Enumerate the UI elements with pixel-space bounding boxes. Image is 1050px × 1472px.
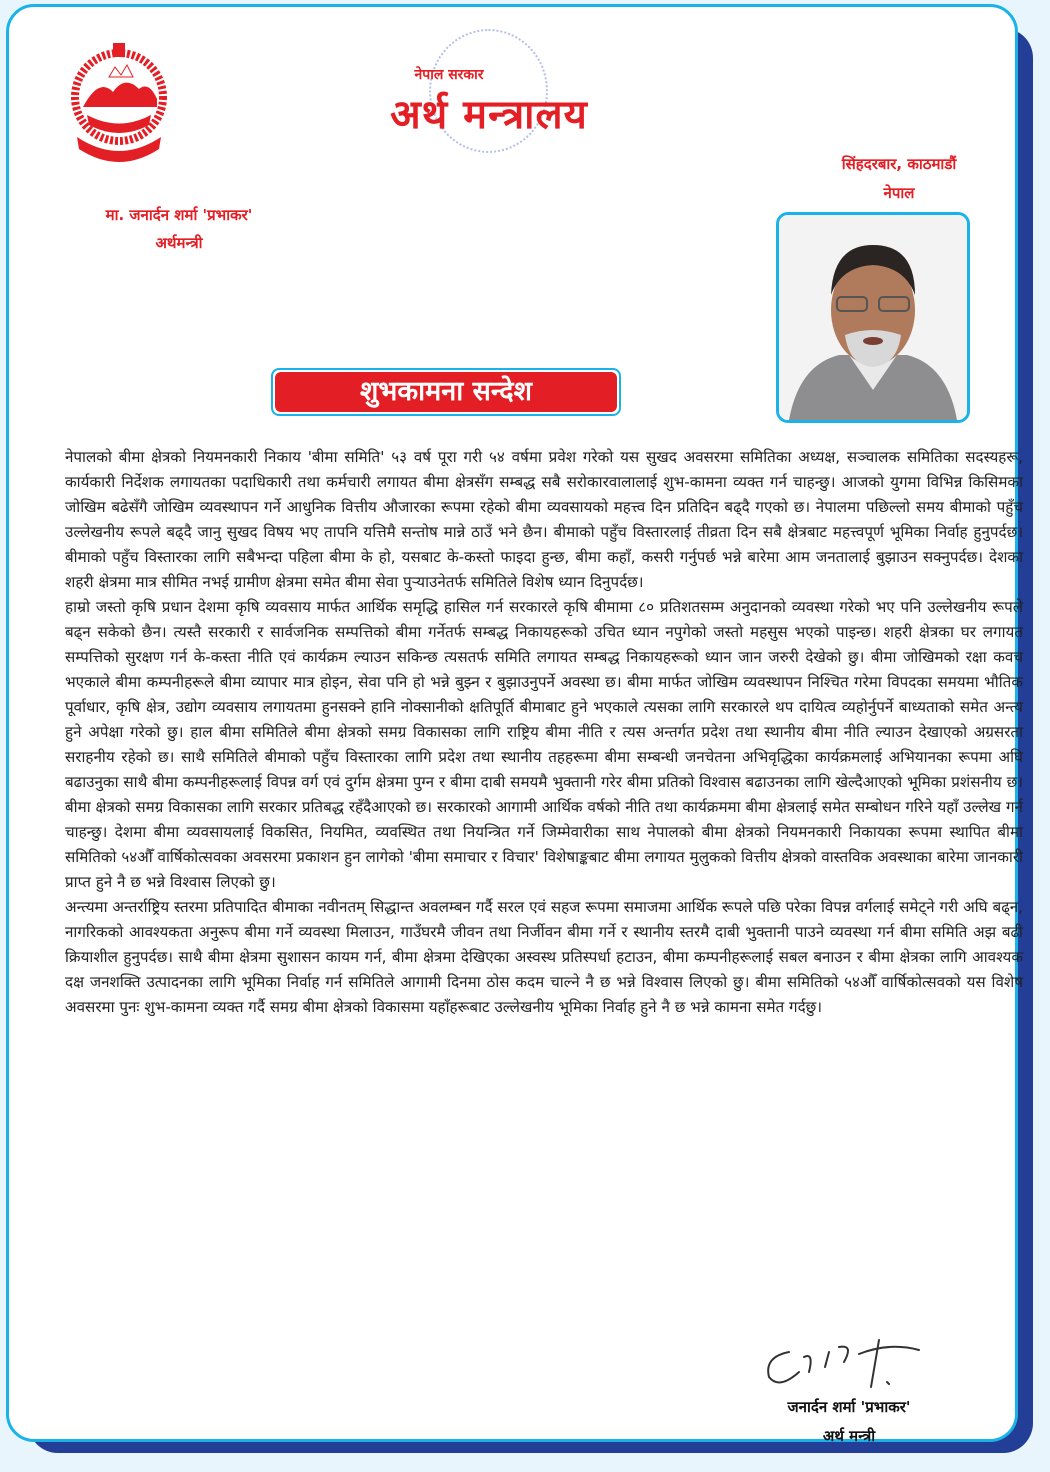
signoff-title: अर्थ मन्त्री	[822, 1427, 876, 1445]
paragraph-1: नेपालको बीमा क्षेत्रको नियमनकारी निकाय 'बीमा समिति' ५३ वर्ष पूरा गरी ५४ वर्षमा प्रवेश गरेको यस सुखद अवसरमा समितिका अध्यक्ष, सञ्चालक समितिका सदस्यहरू, कार्यकारी निर्देशक लगायतका पदाधिकारी तथा कर्मचारी लगायत बीमा क्षेत्रसँग सम्बद्ध सबै सरोकारवालालाई शुभ-कामना व्यक्त गर्न चाहन्छु। आजको युगमा विभिन्न किसिमका जोखिम बढेसँगै जोखिम व्यवस्थापन गर्ने आधुनिक वित्तीय औजारका रूपमा रहेको बीमा व्यवसायको महत्त्व दिन प्रतिदिन बढ्दै गएको छ। नेपालमा पछिल्लो समय बीमाको पहुँच उल्लेखनीय रूपले बढ्दै जानु सुखद विषय भए तापनि यत्तिमै सन्तोष मान्ने ठाउँ भने छैन। बीमाको पहुँच विस्तारलाई तीव्रता दिन सबै क्षेत्रबाट महत्त्वपूर्ण भूमिका निर्वाह हुनुपर्दछ। बीमाको पहुँच विस्तारका लागि सबैभन्दा पहिला बीमा के हो, यसबाट के-कस्तो फाइदा हुन्छ, बीमा कहाँ, कसरी गर्नुपर्छ भन्ने बारेमा आम जनतालाई बुझाउन सक्नुपर्दछ। देशका शहरी क्षेत्रमा मात्र सीमित नभई ग्रामीण क्षेत्रमा समेत बीमा सेवा पुर्‍याउनेतर्फ समितिले विशेष ध्यान दिनुपर्दछ।	[65, 448, 1023, 591]
nepal-emblem-icon	[69, 37, 169, 165]
letter-card	[6, 4, 1023, 1445]
address-line-2: नेपाल	[883, 184, 915, 202]
signoff-name: जनार्दन शर्मा 'प्रभाकर'	[787, 1398, 911, 1416]
portrait-icon	[779, 215, 967, 420]
ministry-title: अर्थ मन्त्रालय	[390, 92, 588, 138]
greeting-banner	[271, 368, 621, 416]
message-body	[65, 445, 1023, 1020]
signature-icon	[759, 1332, 939, 1392]
government-label: नेपाल सरकार	[414, 67, 484, 83]
minister-title: अर्थमन्त्री	[155, 234, 203, 252]
minister-name: मा. जनार्दन शर्मा 'प्रभाकर'	[105, 206, 253, 224]
address-line-1: सिंहदरबार, काठमाडौं	[841, 155, 957, 173]
paragraph-3: अन्त्यमा अन्तर्राष्ट्रिय स्तरमा प्रतिपादित बीमाका नवीनतम् सिद्धान्त अवलम्बन गर्दै सरल एवं सहज रूपमा समाजमा आर्थिक रूपले पछि परेका विपन्न वर्गलाई समेट्ने गरी अघि बढ्न, नागरिकको आवश्यकता अनुरूप बीमा गर्ने व्यवस्था मिलाउन, गाउँघरमै जीवन तथा निर्जीवन बीमा गर्ने र स्थानीय स्तरमै दाबी भुक्तानी पाउने व्यवस्था गर्न बीमा समिति अझ बढी क्रियाशील हुनुपर्दछ। साथै बीमा क्षेत्रमा सुशासन कायम गर्न, बीमा क्षेत्रमा देखिएका अस्वस्थ प्रतिस्पर्धा हटाउन, बीमा कम्पनीहरूलाई सबल बनाउन र बीमा क्षेत्रका लागि आवश्यक दक्ष जनशक्ति उत्पादनका लागि भूमिका निर्वाह गर्न समितिले आगामी दिनमा ठोस कदम चाल्ने नै छ भन्ने विश्वास लिएको छु। बीमा समितिको ५४औँ वार्षिकोत्सवको यस विशेष अवसरमा पुनः शुभ-कामना व्यक्त गर्दै समग्र बीमा क्षेत्रको विकासमा यहाँहरूबाट उल्लेखनीय भूमिका निर्वाह हुने नै छ भन्ने कामना समेत गर्दछु।	[65, 898, 1023, 1016]
banner-title: शुभकामना सन्देश	[275, 372, 617, 412]
minister-photo	[776, 212, 970, 423]
paragraph-2: हाम्रो जस्तो कृषि प्रधान देशमा कृषि व्यवसाय मार्फत आर्थिक समृद्धि हासिल गर्न सरकारले कृषि बीमामा ८० प्रतिशतसम्म अनुदानको व्यवस्था गरेको भए पनि उल्लेखनीय रूपले बढ्न सकेको छैन। त्यस्तै सरकारी र सार्वजनिक सम्पत्तिको बीमा गर्नेतर्फ सम्बद्ध निकायहरूको उचित ध्यान नपुगेको जस्तो महसुस भएको पाइन्छ। शहरी क्षेत्रका घर लगायत सम्पत्तिको सुरक्षण गर्न के-कस्ता नीति एवं कार्यक्रम ल्याउन सकिन्छ त्यसतर्फ समिति लगायत सम्बद्ध निकायहरूको ध्यान जान जरुरी देखेको छु। बीमा जोखिमको रक्षा कवच भएकाले बीमा कम्पनीहरूले बीमा व्यापार मात्र होइन, सेवा पनि हो भन्ने बुझ्न र बुझाउनुपर्ने अवस्था छ। बीमा मार्फत जोखिम व्यवस्थापन निश्चित गरेमा विपदका समयमा भौतिक पूर्वाधार, कृषि क्षेत्र, उद्योग व्यवसाय लगायतमा हुनसक्ने हानि नोक्सानीको क्षतिपूर्ति बीमाबाट हुने भएकाले त्यसका लागि सरकारले थप दायित्व व्यहोर्नुपर्ने बाध्यताको समेत अन्त्य हुने अपेक्षा गरेको छु। हाल बीमा समितिले बीमा क्षेत्रको समग्र विकासका लागि राष्ट्रिय बीमा नीति र त्यस अन्तर्गत प्रदेश तथा स्थानीय बीमा नीति ल्याउन देखाएको अग्रसरता सराहनीय रहेको छ। साथै समितिले बीमाको पहुँच विस्तारका लागि प्रदेश तथा स्थानीय तहहरूमा बीमा सम्बन्धी जनचेतना अभिवृद्धिका कार्यक्रमलाई अभियानका रूपमा अघि बढाउनुका साथै बीमा कम्पनीहरूलाई विपन्न वर्ग एवं दुर्गम क्षेत्रमा पुग्न र बीमा दाबी समयमै भुक्तानी गरेर बीमा प्रतिको विश्वास बढाउनका लागि खेल्दैआएको भूमिका प्रशंसनीय छ। बीमा क्षेत्रको समग्र विकासका लागि सरकार प्रतिबद्ध रहँदैआएको छ। सरकारको आगामी आर्थिक वर्षको नीति तथा कार्यक्रममा बीमा क्षेत्रलाई समेत सम्बोधन गरिने यहाँ उल्लेख गर्न चाहन्छु। देशमा बीमा व्यवसायलाई विकसित, नियमित, व्यवस्थित तथा नियन्त्रित गर्ने जिम्मेवारीका साथ नेपालको बीमा क्षेत्रको नियमनकारी निकायका रूपमा स्थापित बीमा समितिको ५४औँ वार्षिकोत्सवका अवसरमा प्रकाशन हुन लागेको 'बीमा समाचार र विचार' विशेषाङ्कबाट बीमा लगायत मुलुकको वित्तीय क्षेत्रको वास्तविक अवस्थाका बारेमा जानकारी प्राप्त हुने नै छ भन्ने विश्वास लिएको छु।	[65, 598, 1023, 891]
